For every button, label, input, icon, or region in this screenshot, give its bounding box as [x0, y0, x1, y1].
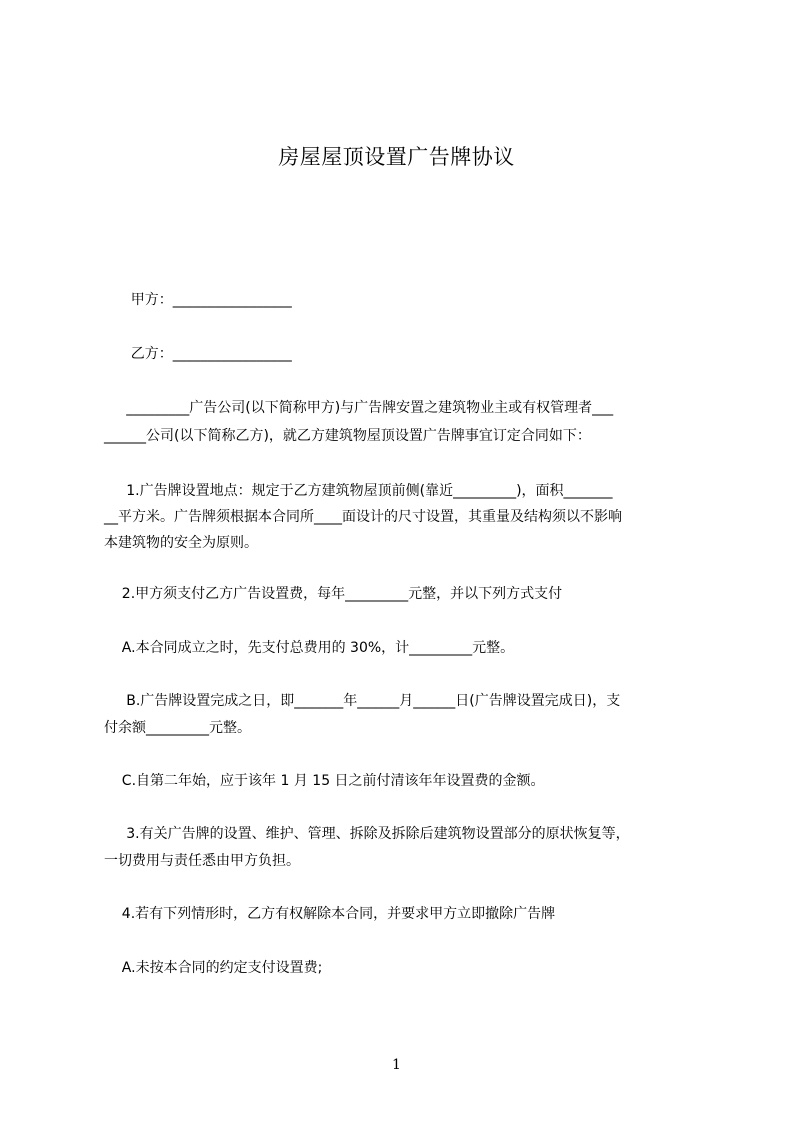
clause-3-line-2: 一切费用与责任悉由甲方负担。 [104, 853, 300, 869]
party-b-line: 乙方：_________________ [104, 346, 292, 362]
clause-2c-line: C.自第二年始，应于该年 1 月 15 日之前付清该年年设置费的金额。 [104, 773, 545, 789]
clause-1-line-2: __平方米。广告牌须根据本合同所____面设计的尺寸设置，其重量及结构须以不影响 [104, 509, 622, 525]
clause-1-line-3: 本建筑物的安全为原则。 [104, 535, 258, 551]
clause-4a-line: A.未按本合同的约定支付设置费; [104, 960, 323, 976]
clause-3-line-1: 3.有关广告牌的设置、维护、管理、拆除及拆除后建筑物设置部分的原状恢复等， [104, 826, 630, 842]
clause-2b-line-2: 付余额_________元整。 [104, 720, 251, 736]
intro-line-2: ______公司(以下简称乙方)，就乙方建筑物屋顶设置广告牌事宜订定合同如下： [104, 428, 591, 444]
clause-2-line: 2.甲方须支付乙方广告设置费，每年_________元整，并以下列方式支付 [104, 586, 563, 602]
clause-1-line-1: 1.广告牌设置地点：规定于乙方建筑物屋顶前侧(靠近_________)，面积_______ [104, 483, 613, 499]
document-title: 房屋屋顶设置广告牌协议 [278, 145, 515, 169]
clause-4-line: 4.若有下列情形时，乙方有权解除本合同，并要求甲方立即撤除广告牌 [104, 906, 556, 922]
party-a-line: 甲方：_________________ [104, 292, 292, 308]
page-number: 1 [392, 1057, 401, 1073]
intro-line-1: _________广告公司(以下简称甲方)与广告牌安置之建筑物业主或有权管理者___ [104, 400, 614, 416]
clause-2a-line: A.本合同成立之时，先支付总费用的 30%，计_________元整。 [104, 640, 515, 656]
clause-2b-line-1: B.广告牌设置完成之日，即_______年______月______日(广告牌设置完成日)，支 [104, 693, 621, 709]
